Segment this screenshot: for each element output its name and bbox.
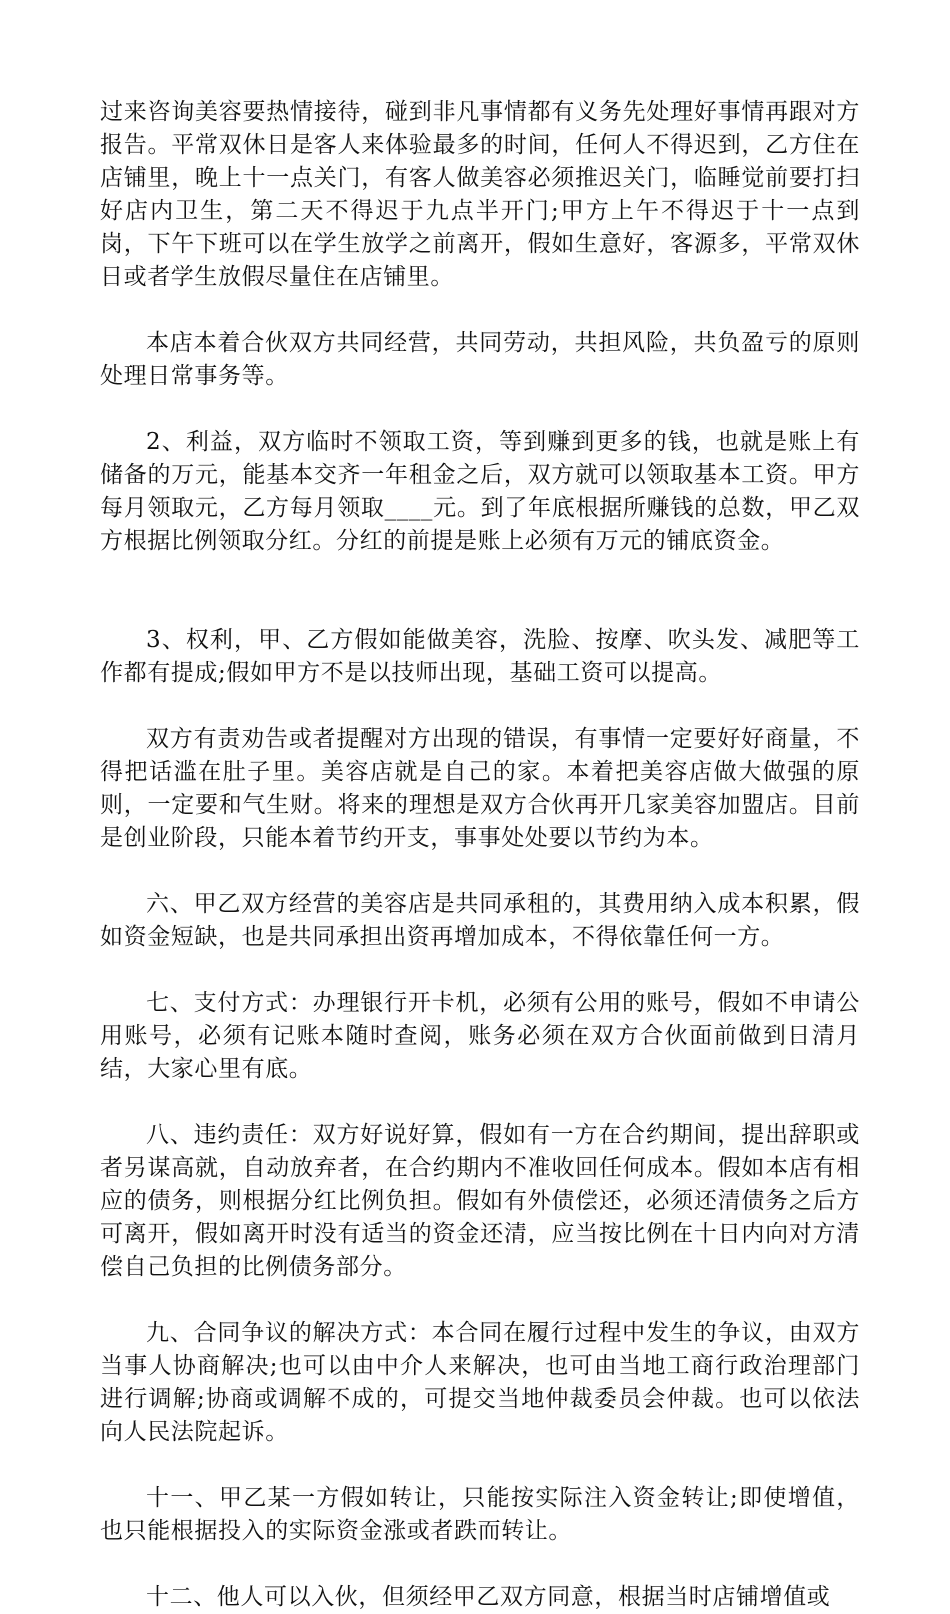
paragraph-clause-8-breach: 八、违约责任：双方好说好算，假如有一方在合约期间，提出辞职或者另谋高就，自动放弃者，在合约期内不准收回任何成本。假如本店有相应的债务，则根据分红比例负担。假如有外债偿还，必须还清债务之后方可离开，假如离开时没有适当的资金还清，应当按比例在十日内向对方清偿自己负担的比例债务部分。 [100,1122,860,1280]
paragraph-clause-6-lease: 六、甲乙双方经营的美容店是共同承租的，其费用纳入成本积累，假如资金短缺，也是共同承担出资再增加成本，不得依靠任何一方。 [100,891,860,950]
paragraph-clause-12-new-partner: 十二、他人可以入伙，但须经甲乙双方同意，根据当时店铺增值或 [146,1584,831,1610]
paragraph-clause-7-payment: 七、支付方式：办理银行开卡机，必须有公用的账号，假如不申请公用账号，必须有记账本随时查阅，账务必须在双方合伙面前做到日清月结，大家心里有底。 [100,990,860,1082]
paragraph-clause-9-dispute: 九、合同争议的解决方式：本合同在履行过程中发生的争议，由双方当事人协商解决;也可以由中介人来解决，也可由当地工商行政治理部门进行调解;协商或调解不成的，可提交当地仲裁委员会仲裁。也可以依法向人民法院起诉。 [100,1320,860,1445]
paragraph-mutual-advice: 双方有责劝告或者提醒对方出现的错误，有事情一定要好好商量，不得把话滥在肚子里。美容店就是自己的家。本着把美容店做大做强的原则，一定要和气生财。将来的理想是双方合伙再开几家美容加盟店。目前是创业阶段，只能本着节约开支，事事处处要以节约为本。 [100,726,860,851]
paragraph-clause-2-interest: 2、利益，双方临时不领取工资，等到赚到更多的钱，也就是账上有储备的万元，能基本交齐一年租金之后，双方就可以领取基本工资。甲方每月领取元，乙方每月领取____元。到了年底根据所赚钱的总数，甲乙双方根据比例领取分红。分红的前提是账上必须有万元的铺底资金。 [100,429,860,554]
paragraph-continuation: 过来咨询美容要热情接待，碰到非凡事情都有义务先处理好事情再跟对方报告。平常双休日是客人来体验最多的时间，任何人不得迟到，乙方住在店铺里，晚上十一点关门，有客人做美容必须推迟关门，临睡觉前要打扫好店内卫生，第二天不得迟于九点半开门;甲方上午不得迟于十一点到岗，下午下班可以在学生放学之前离开，假如生意好，客源多，平常双休日或者学生放假尽量住在店铺里。 [100,99,860,290]
paragraph-clause-11-transfer: 十一、甲乙某一方假如转让，只能按实际注入资金转让;即使增值，也只能根据投入的实际资金涨或者跌而转让。 [100,1485,860,1544]
document-page [100,96,860,1614]
paragraph-principle: 本店本着合伙双方共同经营，共同劳动，共担风险，共负盈亏的原则处理日常事务等。 [100,330,860,389]
paragraph-clause-3-rights: 3、权利，甲、乙方假如能做美容，洗脸、按摩、吹头发、减肥等工作都有提成;假如甲方不是以技师出现，基础工资可以提高。 [100,627,860,686]
